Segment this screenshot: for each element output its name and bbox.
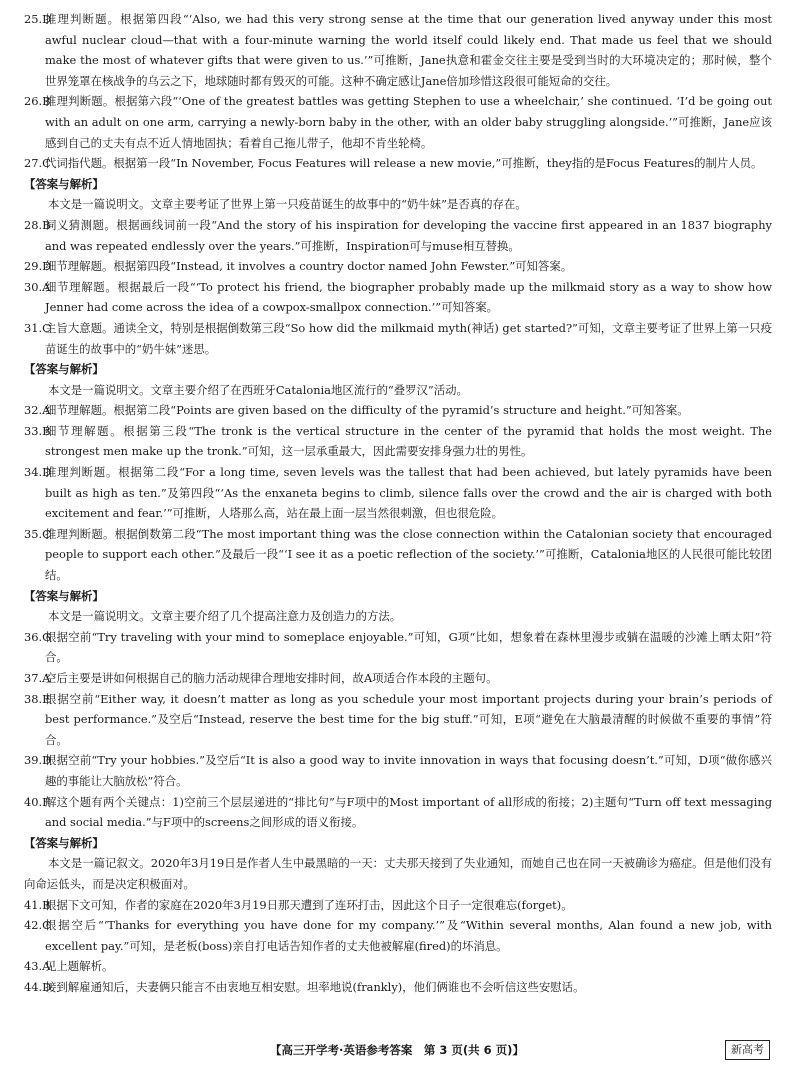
section-heading: 【答案与解析】	[24, 362, 104, 377]
answer-explanation: 根据空前“Either way, it doesn’t matter as long as you schedule your most important projects during your brain’s periods of best performance.”及空后“Instead, reserve the best time for the big stuff.”可知，E项“避免在大脑最清醒的时候做不重要的事情”符合。	[45, 691, 772, 747]
answer-explanation: 推理判断题。根据第四段“‘Also, we had this very strong sense at the time that our generation lived anyway under this most awful nuclear cloud—that with a four-minute warning the world itself could likely end. That made us feel that we should make the most of whatever gifts that were given to us.’”可推断，Jane执意和霍金交往主要是受到当时的大环境决定的；那时候，整个世界笼罩在核战争的乌云之下，地球随时都有毁灭的可能。这种不确定感让Jane倍加珍惜这段很可能短命的交往。	[45, 12, 772, 88]
answer-explanation: 根据空前“Try traveling with your mind to someplace enjoyable.”可知，G项“比如，想象着在森林里漫步或躺在温暖的沙滩上晒太阳”符合。	[45, 629, 772, 665]
answer-number: 27.C	[24, 156, 51, 171]
answer-item	[24, 9, 772, 91]
answer-number: 44.D	[24, 979, 52, 994]
answer-item	[24, 792, 772, 833]
answer-number: 43.A	[24, 959, 51, 974]
answer-number: 29.D	[24, 259, 52, 274]
answer-item	[24, 915, 772, 956]
answer-explanation: 根据下文可知，作者的家庭在2020年3月19日那天遭到了连环打击，因此这个日子一定很难忘(forget)。	[45, 897, 573, 912]
answer-number: 34.D	[24, 465, 52, 480]
answer-explanation: 细节理解题。根据第二段“Points are given based on the difficulty of the pyramid’s structure and height.”可知答案。	[45, 403, 689, 418]
answer-item	[24, 256, 772, 277]
answer-item	[24, 277, 772, 318]
passage-summary: 本文是一篇记叙文。2020年3月19日是作者人生中最黑暗的一天：丈夫那天接到了失业通知，而她自己也在同一天被确诊为癌症。但是他们没有向命运低头，而是决定积极面对。	[24, 856, 772, 891]
answer-group-32-35	[24, 400, 772, 585]
answer-number: 31.C	[24, 320, 51, 335]
answer-explanation: 空后主要是讲如何根据自己的脑力活动规律合理地安排时间，故A项适合作本段的主题句。	[45, 671, 498, 685]
answer-item	[24, 91, 772, 153]
edition-badge: 新高考	[725, 1040, 770, 1060]
answer-item	[24, 750, 772, 791]
answer-group-41-44	[24, 895, 772, 998]
answer-item	[24, 215, 772, 256]
answer-explanation: 主旨大意题。通读全文，特别是根据倒数第三段“So how did the milkmaid myth(神话) get started?”可知，文章主要考证了世界上第一只疫苗诞生的故事中的“奶牛妹”迷思。	[45, 320, 772, 356]
answer-explanation: 代词指代题。根据第一段“In November, Focus Features will release a new movie,”可推断，they指的是Focus Features的制片人员。	[45, 156, 763, 171]
answer-number: 39.D	[24, 753, 52, 768]
answer-explanation: 见上题解析。	[45, 959, 114, 974]
answer-number: 38.E	[24, 691, 51, 706]
answer-number: 26.B	[24, 94, 51, 109]
answer-explanation: 推理判断题。根据第二段“For a long time, seven levels was the tallest that had been achieved, but lately pyramids have been built as high as ten.”及第四段“‘As the enxaneta begins to climb, silence falls over the crowd and the air is charged with both excitement and fear.’”可推断，人塔那么高，站在最上面一层当然很刺激，但也很危险。	[45, 465, 772, 521]
answer-number: 32.A	[24, 403, 51, 418]
answer-group-36-40	[24, 627, 772, 833]
answer-item	[24, 668, 772, 689]
answer-item	[24, 977, 772, 998]
answer-item	[24, 400, 772, 421]
answer-explanation: 根据空后“‘Thanks for everything you have done for my company.’”及“Within several months, Alan found a new job, with excellent pay.”可知，是老板(boss)亲自打电话告知作者的丈夫他被解雇(fired)的坏消息。	[45, 918, 772, 953]
passage-summary: 本文是一篇说明文。文章主要考证了世界上第一只疫苗诞生的故事中的“奶牛妹”是否真的存在。	[48, 197, 527, 212]
answer-number: 35.C	[24, 526, 51, 541]
answer-explanation: 根据空前“Try your hobbies.”及空后“It is also a good way to invite innovation in ways that focusing doesn’t.”可知，D项“做你感兴趣的事能让大脑放松”符合。	[45, 753, 772, 788]
page-footer	[0, 1038, 794, 1062]
answer-item	[24, 895, 772, 916]
answer-explanation: 解这个题有两个关键点：1)空前三个层层递进的“排比句”与F项中的Most important of all形成的衔接；2)主题句“Turn off text messaging and social media.”与F项中的screens之间形成的语义衔接。	[45, 794, 772, 830]
answer-number: 33.B	[24, 423, 51, 438]
answer-number: 41.B	[24, 897, 51, 912]
answer-item	[24, 956, 772, 977]
section-heading: 【答案与解析】	[24, 835, 104, 850]
answer-group-28-31	[24, 215, 772, 359]
answer-explanation: 词义猜测题。根据画线词前一段“And the story of his inspiration for developing the vaccine first appeared in an 1837 biography and was repeated endlessly over the years.”可推断，Inspiration可与muse相互替换。	[45, 217, 772, 253]
answer-item	[24, 689, 772, 751]
footer-title: 【高三开学考·英语参考答案 第 3 页(共 6 页)】	[270, 1043, 524, 1057]
passage-summary: 本文是一篇说明文。文章主要介绍了几个提高注意力及创造力的方法。	[48, 609, 402, 624]
answer-explanations	[24, 9, 772, 998]
answer-number: 30.A	[24, 279, 51, 294]
answer-explanation: 接到解雇通知后，夫妻俩只能言不由衷地互相安慰。坦率地说(frankly)，他们俩谁也不会听信这些安慰话。	[45, 979, 585, 994]
answer-number: 25.D	[24, 12, 52, 26]
answer-group-25-27	[24, 9, 772, 174]
answer-explanation: 推理判断题。根据倒数第二段“The most important thing was the close connection within the Catalonian society that encouraged people to support each other.”及最后一段“‘I see it as a poetic reflection of the society.’”可推断，Catalonia地区的人民很可能比较团结。	[45, 526, 772, 583]
answer-number: 37.A	[24, 671, 51, 685]
answer-number: 28.B	[24, 217, 51, 232]
answer-item	[24, 627, 772, 668]
answer-explanation: 细节理解题。根据第三段“The tronk is the vertical structure in the center of the pyramid that holds the most weight. The strongest men make up the tronk.”可知，这一层承重最大，因此需要安排身强力壮的男性。	[45, 423, 772, 459]
answer-item	[24, 462, 772, 524]
answer-explanation: 细节理解题。根据第四段“Instead, it involves a country doctor named John Fewster.”可知答案。	[45, 259, 573, 274]
answer-item	[24, 421, 772, 462]
answer-number: 36.G	[24, 629, 52, 644]
answer-explanation: 推理判断题。根据第六段“‘One of the greatest battles was getting Stephen to use a wheelchair,’ she continued. ‘I’d be going out with an adult on one arm, carrying a newly-born baby in the other, with an older baby struggling alongside.’”可推断，Jane应该感到自己的丈夫有点不近人情地固执；看着自己拖儿带子，他却不肯坐轮椅。	[45, 94, 772, 150]
section-heading: 【答案与解析】	[24, 588, 104, 603]
answer-item	[24, 318, 772, 359]
section-heading: 【答案与解析】	[24, 176, 104, 191]
answer-number: 40.F	[24, 794, 51, 809]
answer-item	[24, 524, 772, 586]
answer-item	[24, 153, 772, 174]
answer-explanation: 细节理解题。根据最后一段“‘To protect his friend, the biographer probably made up the milkmaid story as a way to show how Jenner had come across the idea of a cowpox-smallpox connection.’”可知答案。	[45, 279, 772, 315]
answer-number: 42.C	[24, 918, 51, 933]
passage-summary: 本文是一篇说明文。文章主要介绍了在西班牙Catalonia地区流行的“叠罗汉”活动。	[48, 382, 468, 397]
